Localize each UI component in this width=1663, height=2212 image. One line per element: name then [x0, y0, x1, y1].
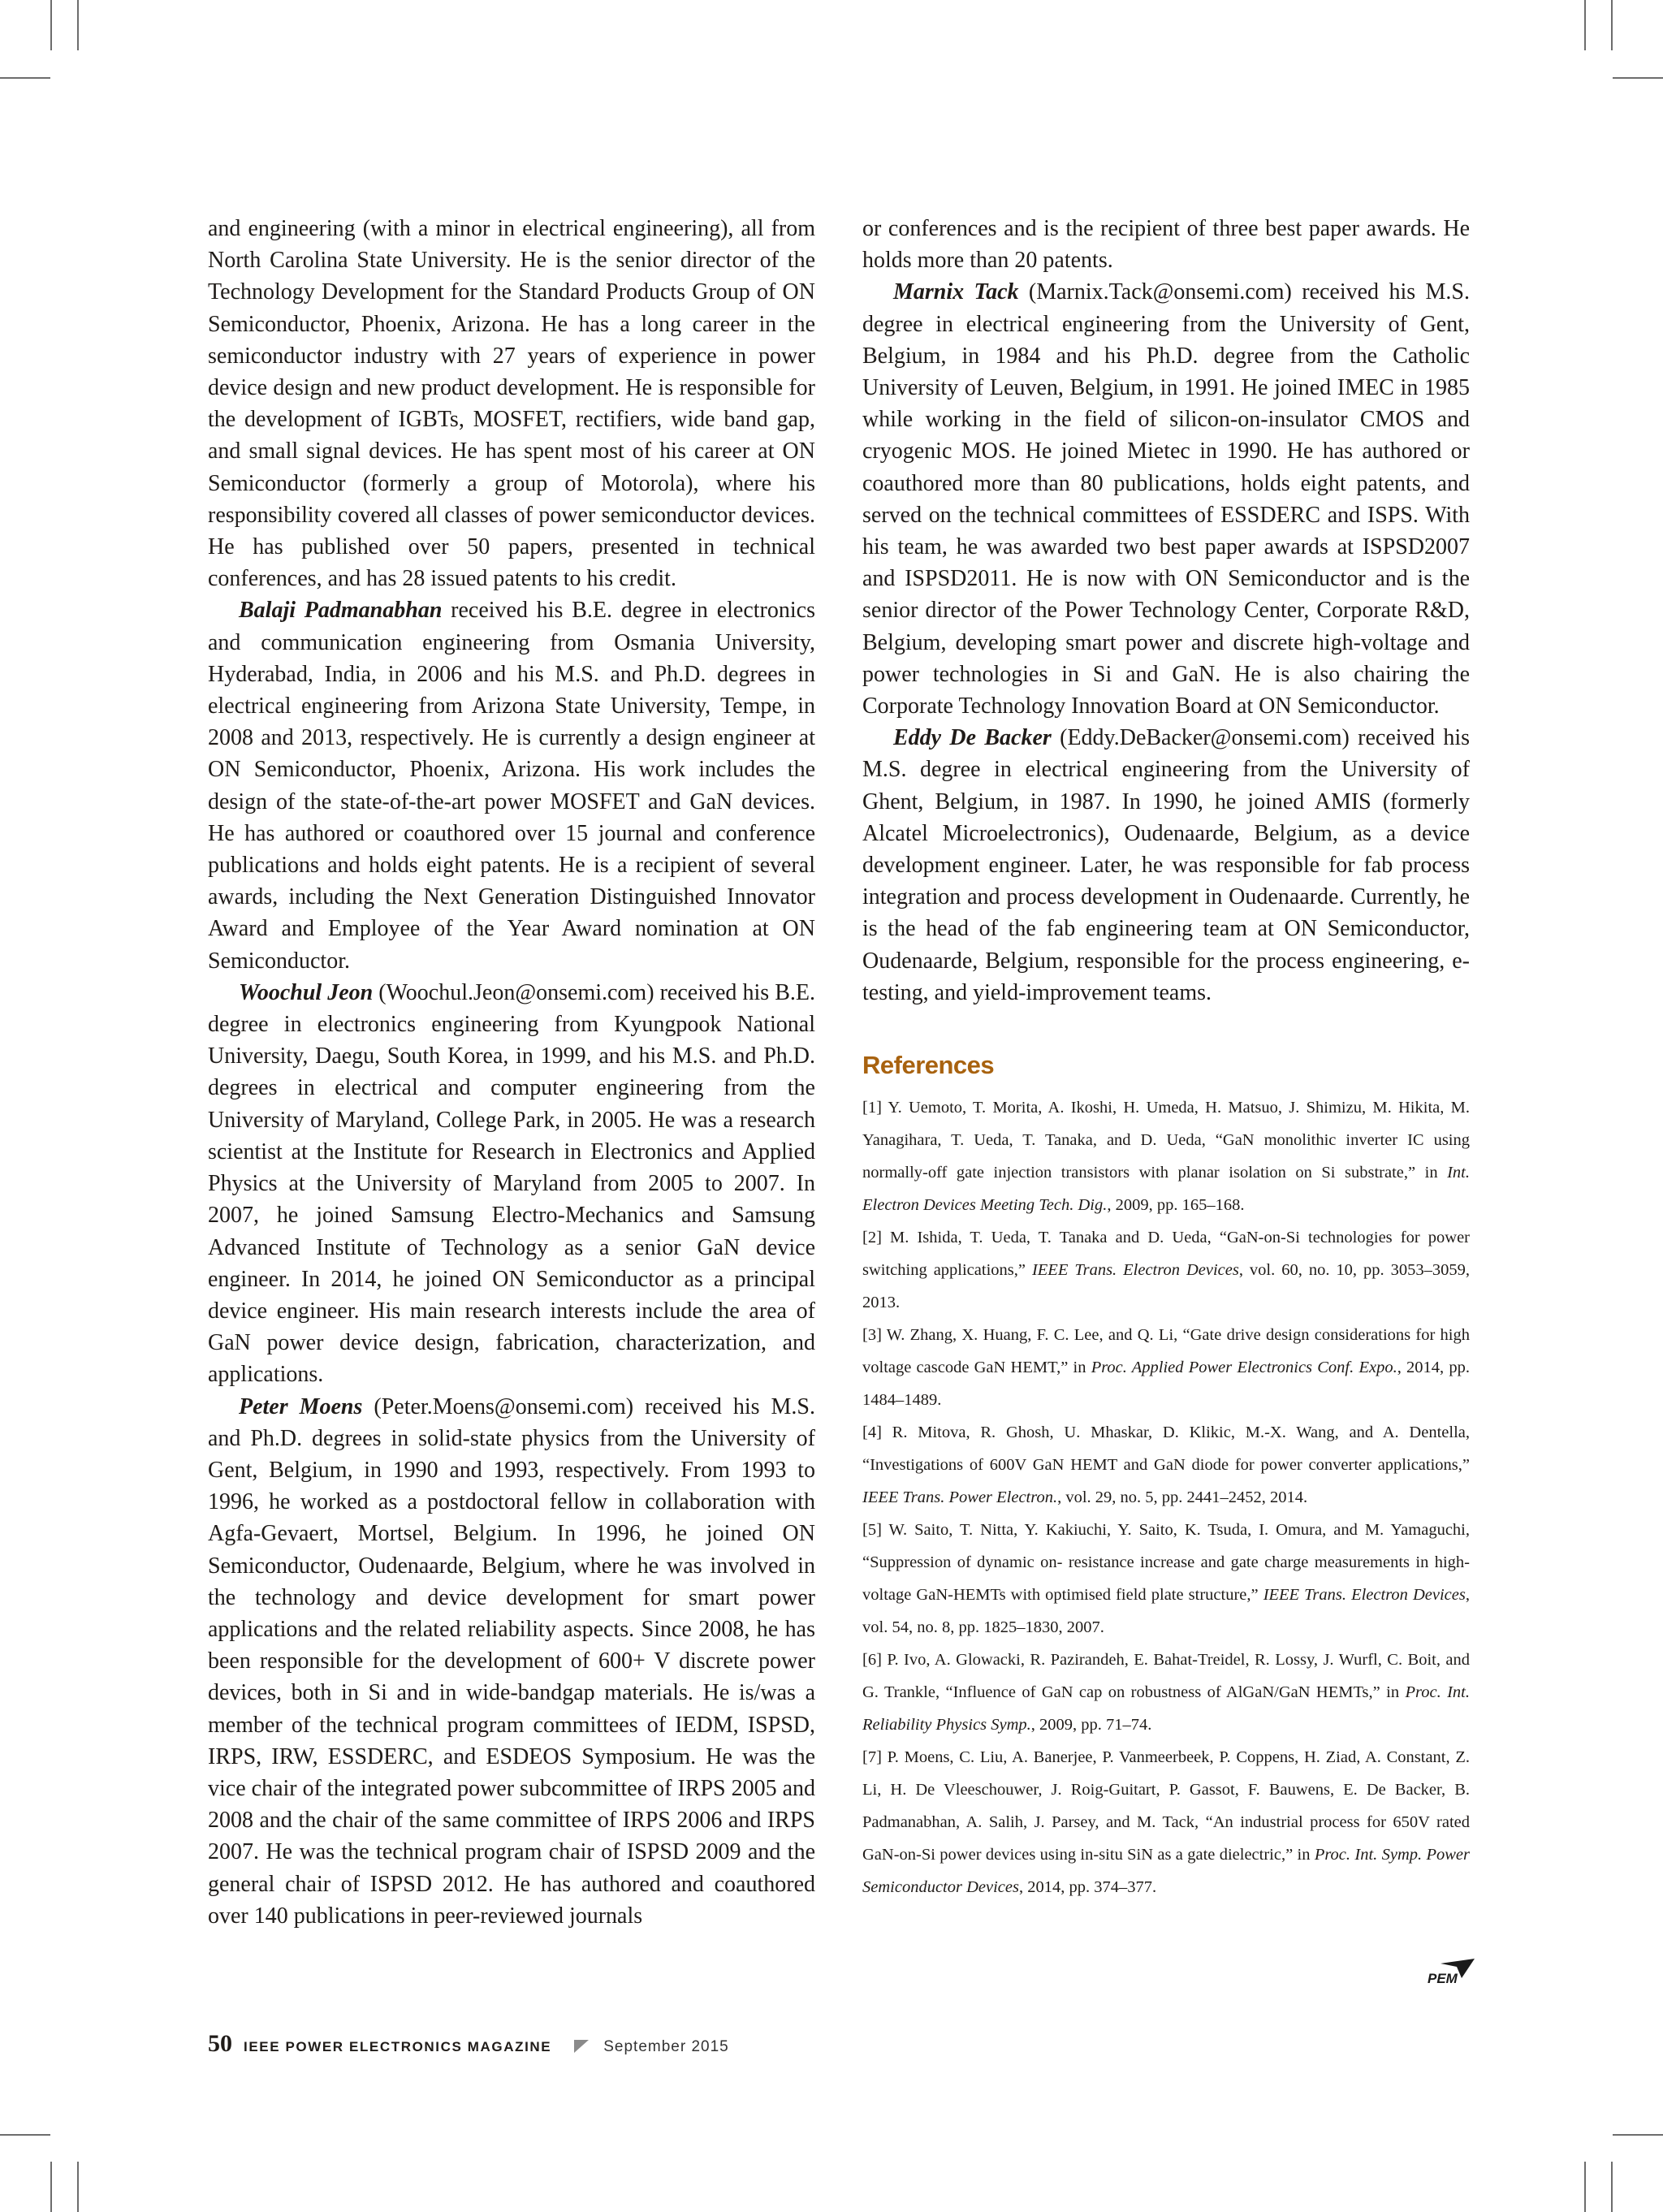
reference-text: , 2014, pp. 374–377.	[1018, 1878, 1157, 1897]
right-column	[862, 213, 1470, 1903]
author-name: Marnix Tack	[893, 279, 1019, 305]
author-name: Woochul Jeon	[239, 979, 374, 1005]
crop-mark	[77, 0, 79, 50]
crop-mark	[0, 2134, 50, 2136]
reference-venue: Int. Electron Devices Meeting Tech. Dig.	[862, 1164, 1470, 1215]
reference-text: , 2014, pp. 1484–1489.	[862, 1359, 1470, 1410]
bio-text: (Eddy.DeBacker@onsemi.com) received his M.S. degree in electrical engineering from the University of Ghent, Belgium, in 1987. In 1990, he joined AMIS (formerly Alcatel Microelectronics), Oudenaarde, Belgium, as a device development engineer. Later, he was responsible for fab process integration and process development in Oudenaarde. Currently, he is the head of the fab engineering team at ON Semiconductor, Oudenaarde, Belgium, responsible for the process engineering, e-testing, and yield-improvement teams.	[862, 725, 1470, 1005]
crop-mark	[1611, 0, 1613, 50]
reference-item	[862, 1416, 1470, 1514]
author-name: Balaji Padmanabhan	[239, 598, 443, 624]
crop-mark	[0, 77, 50, 79]
reference-text: , vol. 29, no. 5, pp. 2441–2452, 2014.	[1057, 1488, 1308, 1507]
references-list	[862, 1091, 1470, 1903]
bio-text: (Marnix.Tack@onsemi.com) received his M.S. degree in electrical engineering from the University of Gent, Belgium, in 1984 and his Ph.D. degree from the Catholic University of Leuven, Belgium, in 1991. He joined IMEC in 1985 while working in the field of silicon-on-insulator CMOS and cryogenic MOS. He joined Mietec in 1990. He has authored or coauthored more than 80 publications, holds eight patents, and served on the technical committees of ESSDERC and ISPS. With his team, he was awarded two best paper awards at ISPSD2007 and ISPSD2011. He is now with ON Semiconductor and is the senior director of the Power Technology Center, Corporate R&D, Belgium, developing smart power and discrete high-voltage and power technologies in Si and GaN. He is also chairing the Corporate Technology Innovation Board at ON Semiconductor.	[862, 279, 1470, 719]
references-heading: References	[862, 1051, 995, 1080]
crop-mark	[1613, 77, 1663, 79]
bio-paragraph	[208, 594, 815, 976]
reference-item	[862, 1741, 1470, 1903]
left-column	[208, 213, 815, 1932]
reference-text: [3] W. Zhang, X. Huang, F. C. Lee, and Q. Li, “Gate drive design considerations for high voltage cascode GaN HEMT,” in	[862, 1326, 1470, 1377]
page-number: 50	[208, 2030, 232, 2057]
magazine-name: IEEE POWER ELECTRONICS MAGAZINE	[244, 2039, 552, 2054]
bio-paragraph	[862, 722, 1470, 1009]
crop-mark	[77, 2162, 79, 2212]
triangle-marker-icon	[574, 2040, 589, 2053]
issue-date: September 2015	[603, 2038, 729, 2055]
crop-mark	[50, 2162, 52, 2212]
bio-paragraph	[208, 977, 815, 1391]
bio-paragraph	[862, 276, 1470, 722]
reference-item	[862, 1221, 1470, 1319]
bio-paragraph	[208, 1391, 815, 1932]
reference-text: , 2009, pp. 71–74.	[1030, 1716, 1152, 1735]
reference-venue: Proc. Int. Symp. Power Semiconductor Devices	[862, 1846, 1470, 1897]
reference-venue: Proc. Int. Reliability Physics Symp.	[862, 1683, 1470, 1735]
reference-text: [2] M. Ishida, T. Ueda, T. Tanaka and D. Ueda, “GaN-on-Si technologies for power switching applications,”	[862, 1229, 1470, 1280]
author-name: Peter Moens	[239, 1393, 363, 1419]
reference-venue: IEEE Trans. Electron Devices	[1031, 1261, 1239, 1280]
reference-text: , vol. 54, no. 8, pp. 1825–1830, 2007.	[862, 1586, 1470, 1637]
reference-text: , vol. 60, no. 10, pp. 3053–3059, 2013.	[862, 1261, 1470, 1312]
reference-text: [1] Y. Uemoto, T. Morita, A. Ikoshi, H. Umeda, H. Matsuo, J. Shimizu, M. Hikita, M. Yanagihara, T. Ueda, T. Tanaka, and D. Ueda, “GaN monolithic inverter IC using normally-off gate injection transistors with planar isolation on Si substrate,” in	[862, 1099, 1470, 1182]
reference-text: [4] R. Mitova, R. Ghosh, U. Mhaskar, D. Klikic, M.-X. Wang, and A. Dentella, “Investigations of 600V GaN HEMT and GaN diode for power converter applications,”	[862, 1424, 1470, 1475]
reference-item	[862, 1514, 1470, 1644]
crop-mark	[1613, 2134, 1663, 2136]
bio-text: received his B.E. degree in electronics and communication engineering from Osmania University, Hyderabad, India, in 2006 and his M.S. and Ph.D. degrees in electrical engineering from Arizona State University, Tempe, in 2008 and 2013, respectively. He is currently a design engineer at ON Semiconductor, Phoenix, Arizona. His work includes the design of the state-of-the-art power MOSFET and GaN devices. He has authored or coauthored over 15 journal and conference publications and holds eight patents. He is a recipient of several awards, including the Next Generation Distinguished Innovator Award and Employee of the Year Award nomination at ON Semiconductor.	[208, 598, 815, 974]
reference-text: [7] P. Moens, C. Liu, A. Banerjee, P. Vanmeerbeek, P. Coppens, H. Ziad, A. Constant, Z. Li, H. De Vleeschouwer, J. Roig-Guitart, P. Gassot, F. Bauwens, E. De Backer, B. Padmanabhan, A. Salih, J. Parsey, and M. Tack, “An industrial process for 650V rated GaN-on-Si power devices using in-situ SiN as a gate dielectric,” in	[862, 1748, 1470, 1864]
pem-logo-icon	[1426, 1959, 1475, 1986]
reference-text: [5] W. Saito, T. Nitta, Y. Kakiuchi, Y. Saito, K. Tsuda, I. Omura, and M. Yamaguchi, “Suppression of dynamic on- resistance increase and gate charge measurements in high-voltage GaN-HEMTs with optimised field plate structure,”	[862, 1521, 1470, 1605]
crop-mark	[1611, 2162, 1613, 2212]
reference-item	[862, 1644, 1470, 1741]
reference-venue: IEEE Trans. Electron Devices	[1263, 1586, 1466, 1605]
reference-text: [6] P. Ivo, A. Glowacki, R. Pazirandeh, E. Bahat-Treidel, R. Lossy, J. Wurfl, C. Boit, and G. Trankle, “Influence of GaN cap on robustness of AlGaN/GaN HEMTs,” in	[862, 1651, 1470, 1702]
page-footer	[208, 2030, 729, 2063]
bio-text: (Woochul.Jeon@onsemi.com) received his B.E. degree in electronics engineering from Kyungpook National University, Daegu, South Korea, in 1999, and his M.S. and Ph.D. degrees in electrical and computer engineering from the University of Maryland, College Park, in 2005. He was a research scientist at the Institute for Research in Electronics and Applied Physics at the University of Maryland from 2005 to 2007. In 2007, he joined Samsung Electro-Mechanics and Samsung Advanced Institute of Technology as a senior GaN device engineer. In 2014, he joined ON Semiconductor as a principal device engineer. His main research interests include the area of GaN power device design, fabrication, characterization, and applications.	[208, 979, 815, 1388]
crop-mark	[50, 0, 52, 50]
crop-mark	[1584, 2162, 1586, 2212]
reference-item	[862, 1091, 1470, 1221]
pem-logo-text: PEM	[1428, 1971, 1458, 1986]
crop-mark	[1584, 0, 1586, 50]
bio-text: (Peter.Moens@onsemi.com) received his M.S. and Ph.D. degrees in solid-state physics from the University of Gent, Belgium, in 1990 and 1993, respectively. From 1993 to 1996, he worked as a postdoctoral fellow in collaboration with Agfa-Gevaert, Mortsel, Belgium. In 1996, he joined ON Semiconductor, Oudenaarde, Belgium, where he was involved in the technology and device development for smart power applications and the related reliability aspects. Since 2008, he has been responsible for the development of 600+ V discrete power devices, both in Si and in wide-bandgap materials. He is/was a member of the technical program committees of IEDM, ISPSD, IRPS, IRW, ESSDERC, and ESDEOS Symposium. He was the vice chair of the integrated power subcommittee of IRPS 2005 and 2008 and the chair of the same committee of IRPS 2006 and IRPS 2007. He was the technical program chair of ISPSD 2009 and the general chair of ISPSD 2012. He has authored and coauthored over 140 publications in peer-reviewed journals	[208, 1393, 816, 1929]
reference-text: , 2009, pp. 165–168.	[1107, 1196, 1245, 1215]
reference-venue: IEEE Trans. Power Electron.	[862, 1488, 1058, 1507]
reference-venue: Proc. Applied Power Electronics Conf. Expo.	[1091, 1359, 1397, 1377]
bio-paragraph: or conferences and is the recipient of three best paper awards. He holds more than 20 patents.	[862, 216, 1470, 274]
author-name: Eddy De Backer	[893, 725, 1052, 751]
bio-paragraph: and engineering (with a minor in electrical engineering), all from North Carolina State University. He is the senior director of the Technology Development for the Standard Products Group of ON Semiconductor, Phoenix, Arizona. He has a long career in the semiconductor industry with 27 years of experience in power device design and new product development. He is responsible for the development of IGBTs, MOSFET, rectifiers, wide band gap, and small signal devices. He has spent most of his career at ON Semiconductor (formerly a group of Motorola), where his responsibility covered all classes of power semiconductor devices. He has published over 50 papers, presented in technical conferences, and has 28 issued patents to his credit.	[208, 216, 815, 592]
reference-item	[862, 1319, 1470, 1416]
